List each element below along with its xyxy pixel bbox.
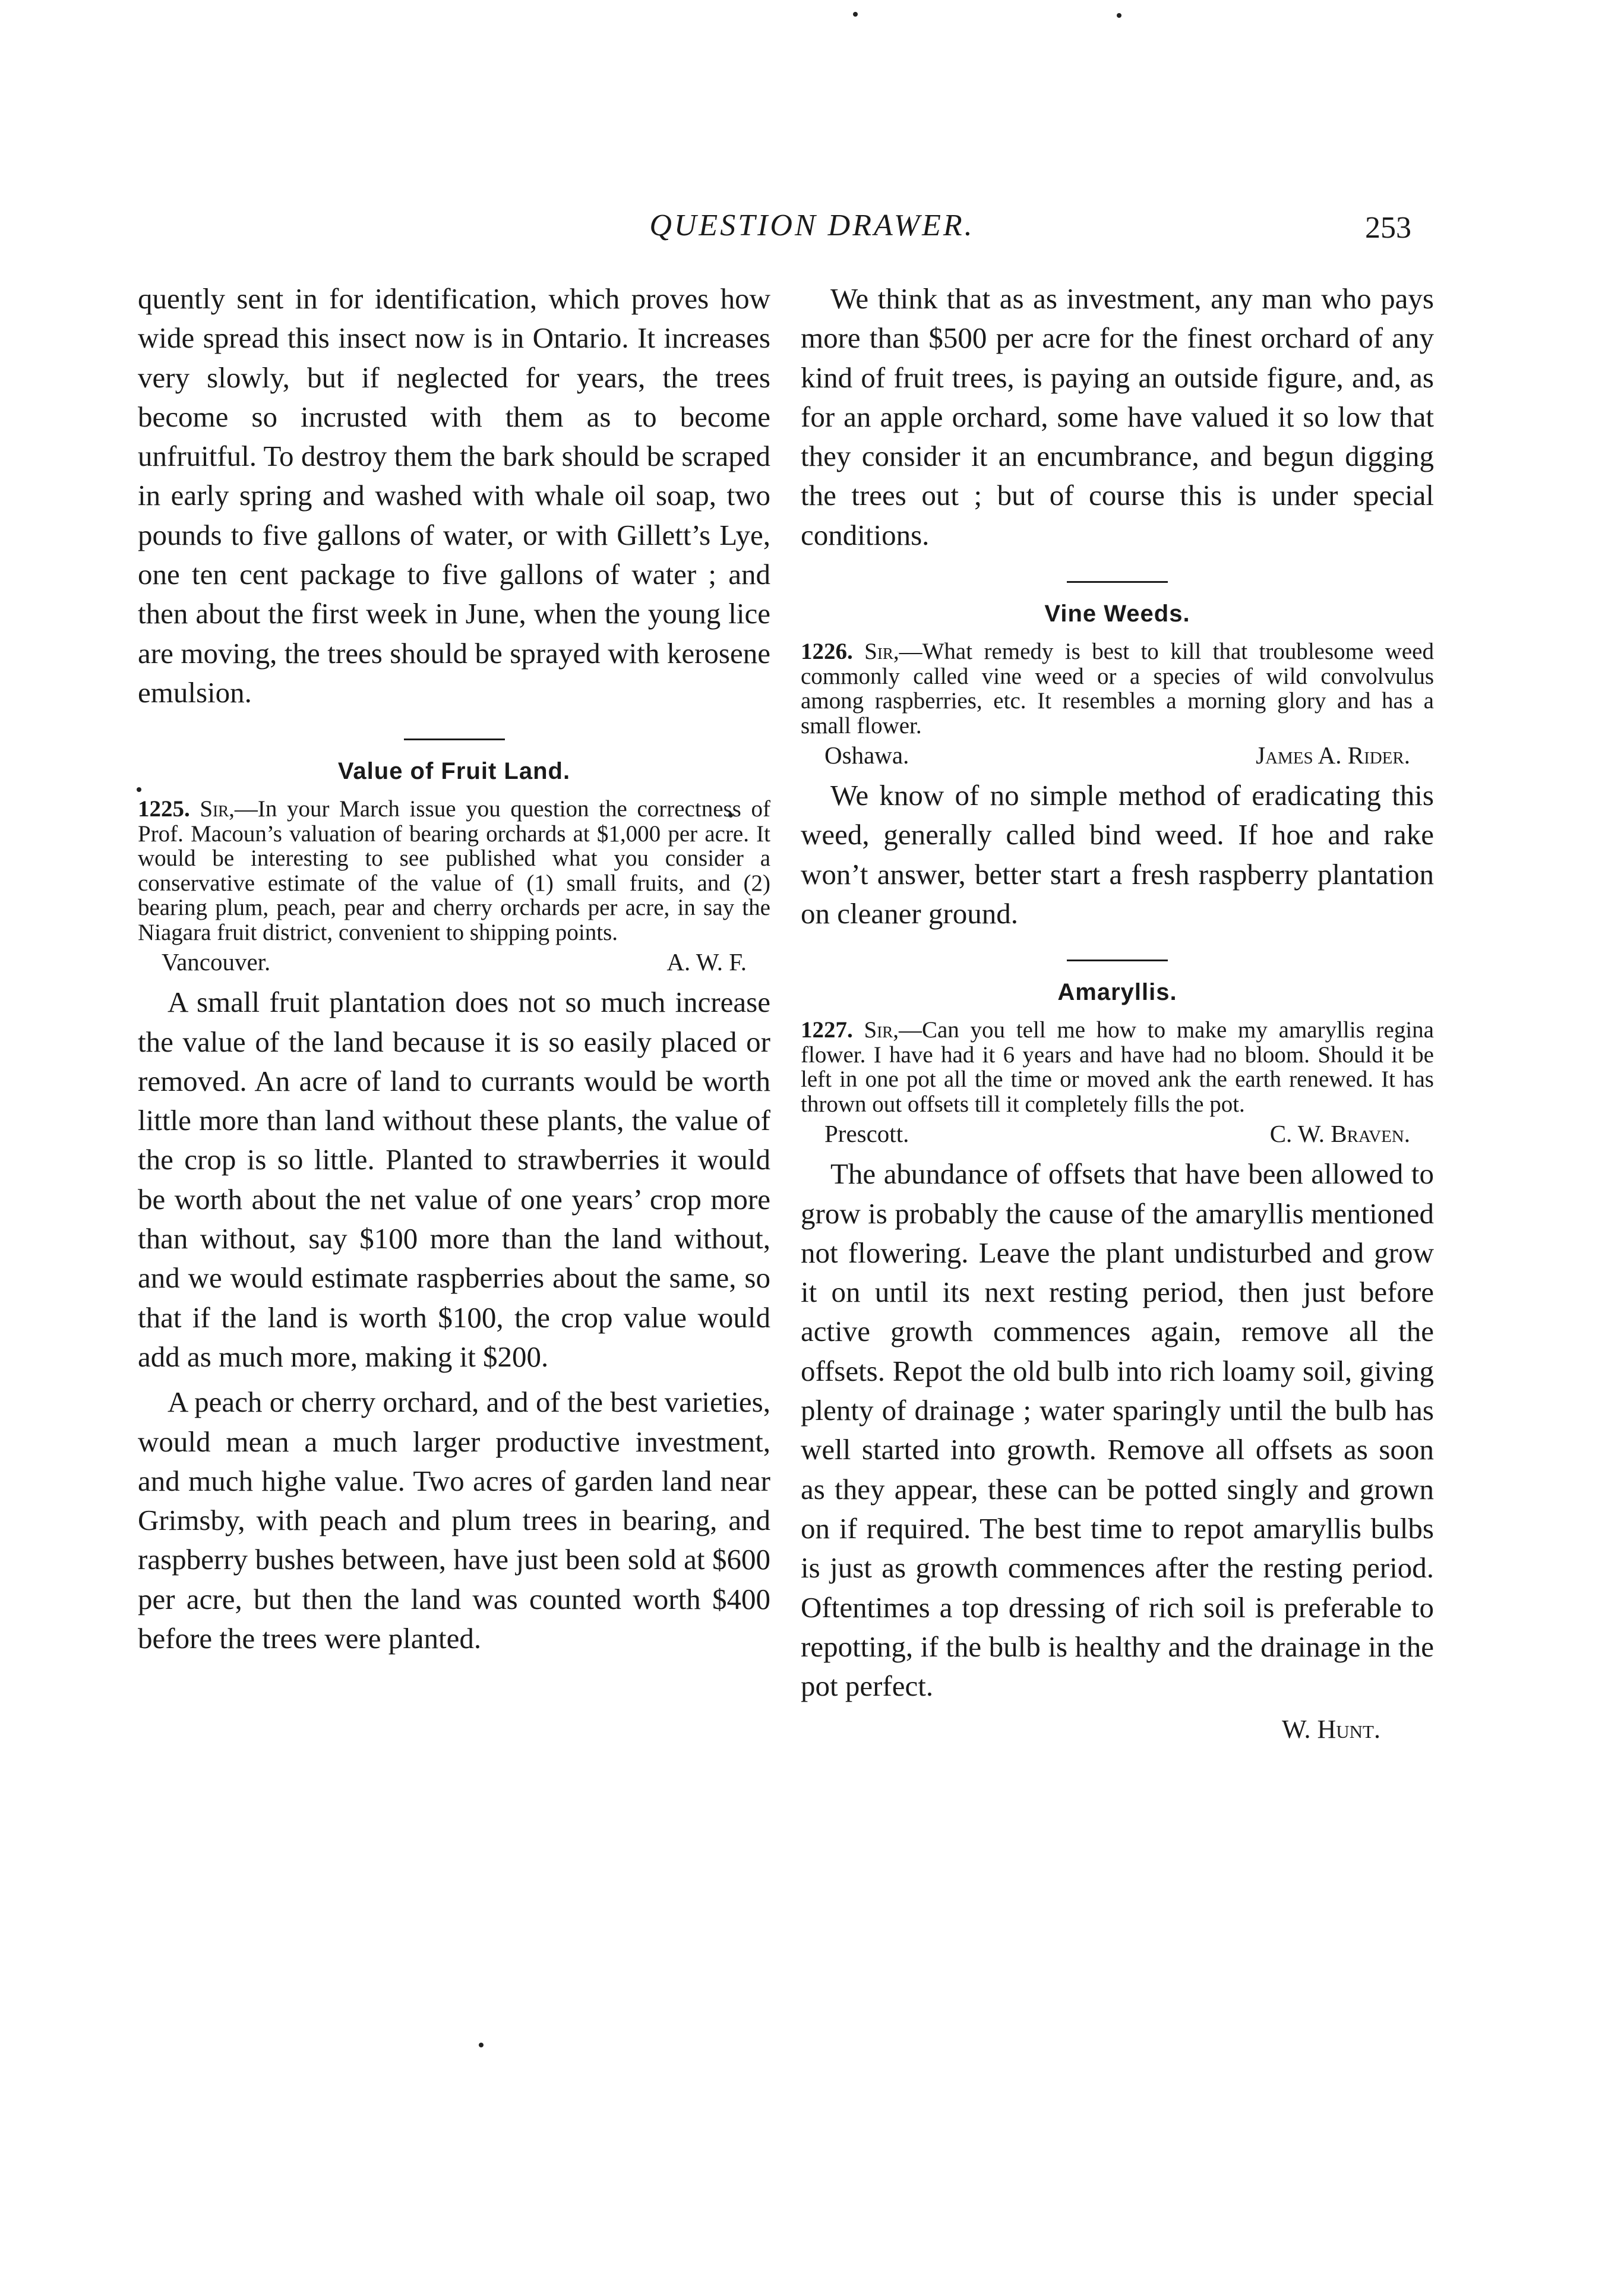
letter-signoff [801, 1120, 1434, 1147]
letter-text: —In your March issue you question the correctness of Prof. Macoun’s valuation of bearing orchards at $1,000 per acre. It would be interesting to see published what you consider a conservative estimate of the value of (1) small fruits, and (2) bearing plum, peach, pear and cherry orchards per acre, in say the Niagara fruit district, convenient to shipping points. [138, 796, 770, 945]
section-divider [1067, 960, 1168, 961]
reply-paragraph: We know of no simple method of eradicating this weed, generally called bind weed. If hoe and rake won’t answer, better start a fresh raspberry plantation on cleaner ground. [801, 779, 1434, 930]
section-title-vine-weeds: Vine Weeds. [1044, 601, 1190, 627]
letter-text: —Can you tell me how to make my amaryllis regina flower. I have had it 6 years and have had no bloom. Should it be left in one pot all the time or moved ank the earth renewed. It has thrown out offsets till it completely fills the pot. [801, 1017, 1434, 1117]
section-title-value-of-fruit-land: Value of Fruit Land. [337, 758, 571, 785]
reader-letter [138, 797, 770, 945]
letter-text: —What remedy is best to kill that troublesome weed commonly called vine weed or a species of wild convolvulus among raspberries, etc. It resembles a morning glory and has a small flower. [801, 639, 1434, 739]
left-column [138, 279, 770, 1658]
letter-place: Oshawa. [824, 741, 909, 769]
letter-signature: James A. Rider. [1256, 741, 1410, 769]
letter-salutation: Sir, [200, 796, 235, 822]
continued-paragraph: We think that as as investment, any man who pays more than $500 per acre for the finest orchard of any kind of fruit trees, is paying an outside figure, and, as for an apple orchard, some have valued it so low that they consider it an encumbrance, and begun digging the trees out ; but of course this is under special conditions. [801, 282, 1434, 551]
right-column [801, 279, 1434, 1744]
question-number: 1226. [801, 639, 853, 665]
letter-salutation: Sir, [864, 639, 899, 665]
letter-signoff [801, 741, 1434, 769]
running-head: QUESTION DRAWER. [649, 209, 975, 242]
section-divider [404, 739, 505, 740]
reader-letter [801, 1018, 1434, 1116]
page-number: 253 [1365, 211, 1411, 245]
letter-salutation: Sir, [864, 1017, 899, 1043]
speck-mark [1117, 13, 1121, 18]
letter-place: Prescott. [824, 1120, 909, 1148]
speck-mark [853, 12, 858, 17]
reply-signature: W. Hunt. [1282, 1715, 1380, 1744]
question-number: 1225. [138, 796, 190, 822]
letter-signature: C. W. Braven. [1269, 1120, 1410, 1148]
reply-paragraph: The abundance of offsets that have been allowed to grow is probably the cause of the amaryllis mentioned not flowering. Leave the plant undisturbed and grow it on until its next resting period, then just before active growth commences again, remove all the offsets. Repot the old bulb into rich loamy soil, giving plenty of drainage ; water sparingly until the bulb has well started into growth. Remove all offsets as soon as they appear, these can be potted singly and grown on if required. The best time to repot amaryllis bulbs is just as growth commences after the resting period. Oftentimes a top dressing of rich soil is preferable to repotting, if the bulb is healthy and the drainage in the pot perfect. [801, 1157, 1434, 1703]
letter-signature: A. W. F. [666, 948, 747, 976]
reply-paragraph: A small fruit plantation does not so much increase the value of the land because it is so easily placed or removed. An acre of land to currants would be worth little more than land without these plants, the value of the crop is so little. Planted to strawberries it would be worth about the net value of one years’ crop more than without, say $100 more than the land without, and we would estimate raspberries about the same, so that if the land is worth $100, the crop value would add as much more, making it $200. [138, 986, 770, 1373]
question-number: 1227. [801, 1017, 853, 1043]
speck-mark [479, 2043, 484, 2047]
continued-paragraph: quently sent in for identification, which proves how wide spread this insect now is in Ontario. It increases very slowly, but if neglected for years, the trees become so incrusted with them as to become unfruitful. To destroy them the bark should be scraped in early spring and washed with whale oil soap, two pounds to five gallons of water, or with Gillett’s Lye, one ten cent package to five gallons of water ; and then about the first week in June, when the young lice are moving, the trees should be sprayed with kerosene emulsion. [138, 282, 770, 709]
reader-letter [801, 639, 1434, 738]
section-divider [1067, 581, 1168, 583]
letter-place: Vancouver. [162, 948, 271, 976]
reply-paragraph: A peach or cherry orchard, and of the best varieties, would mean a much larger productive investment, and much highe value. Two acres of garden land near Grimsby, with peach and plum trees in bearing, and raspberry bushes between, have just been sold at $600 per acre, but then the land was counted worth $400 before the trees were planted. [138, 1386, 770, 1655]
section-title-amaryllis: Amaryllis. [1057, 979, 1177, 1006]
letter-signoff [138, 948, 770, 976]
